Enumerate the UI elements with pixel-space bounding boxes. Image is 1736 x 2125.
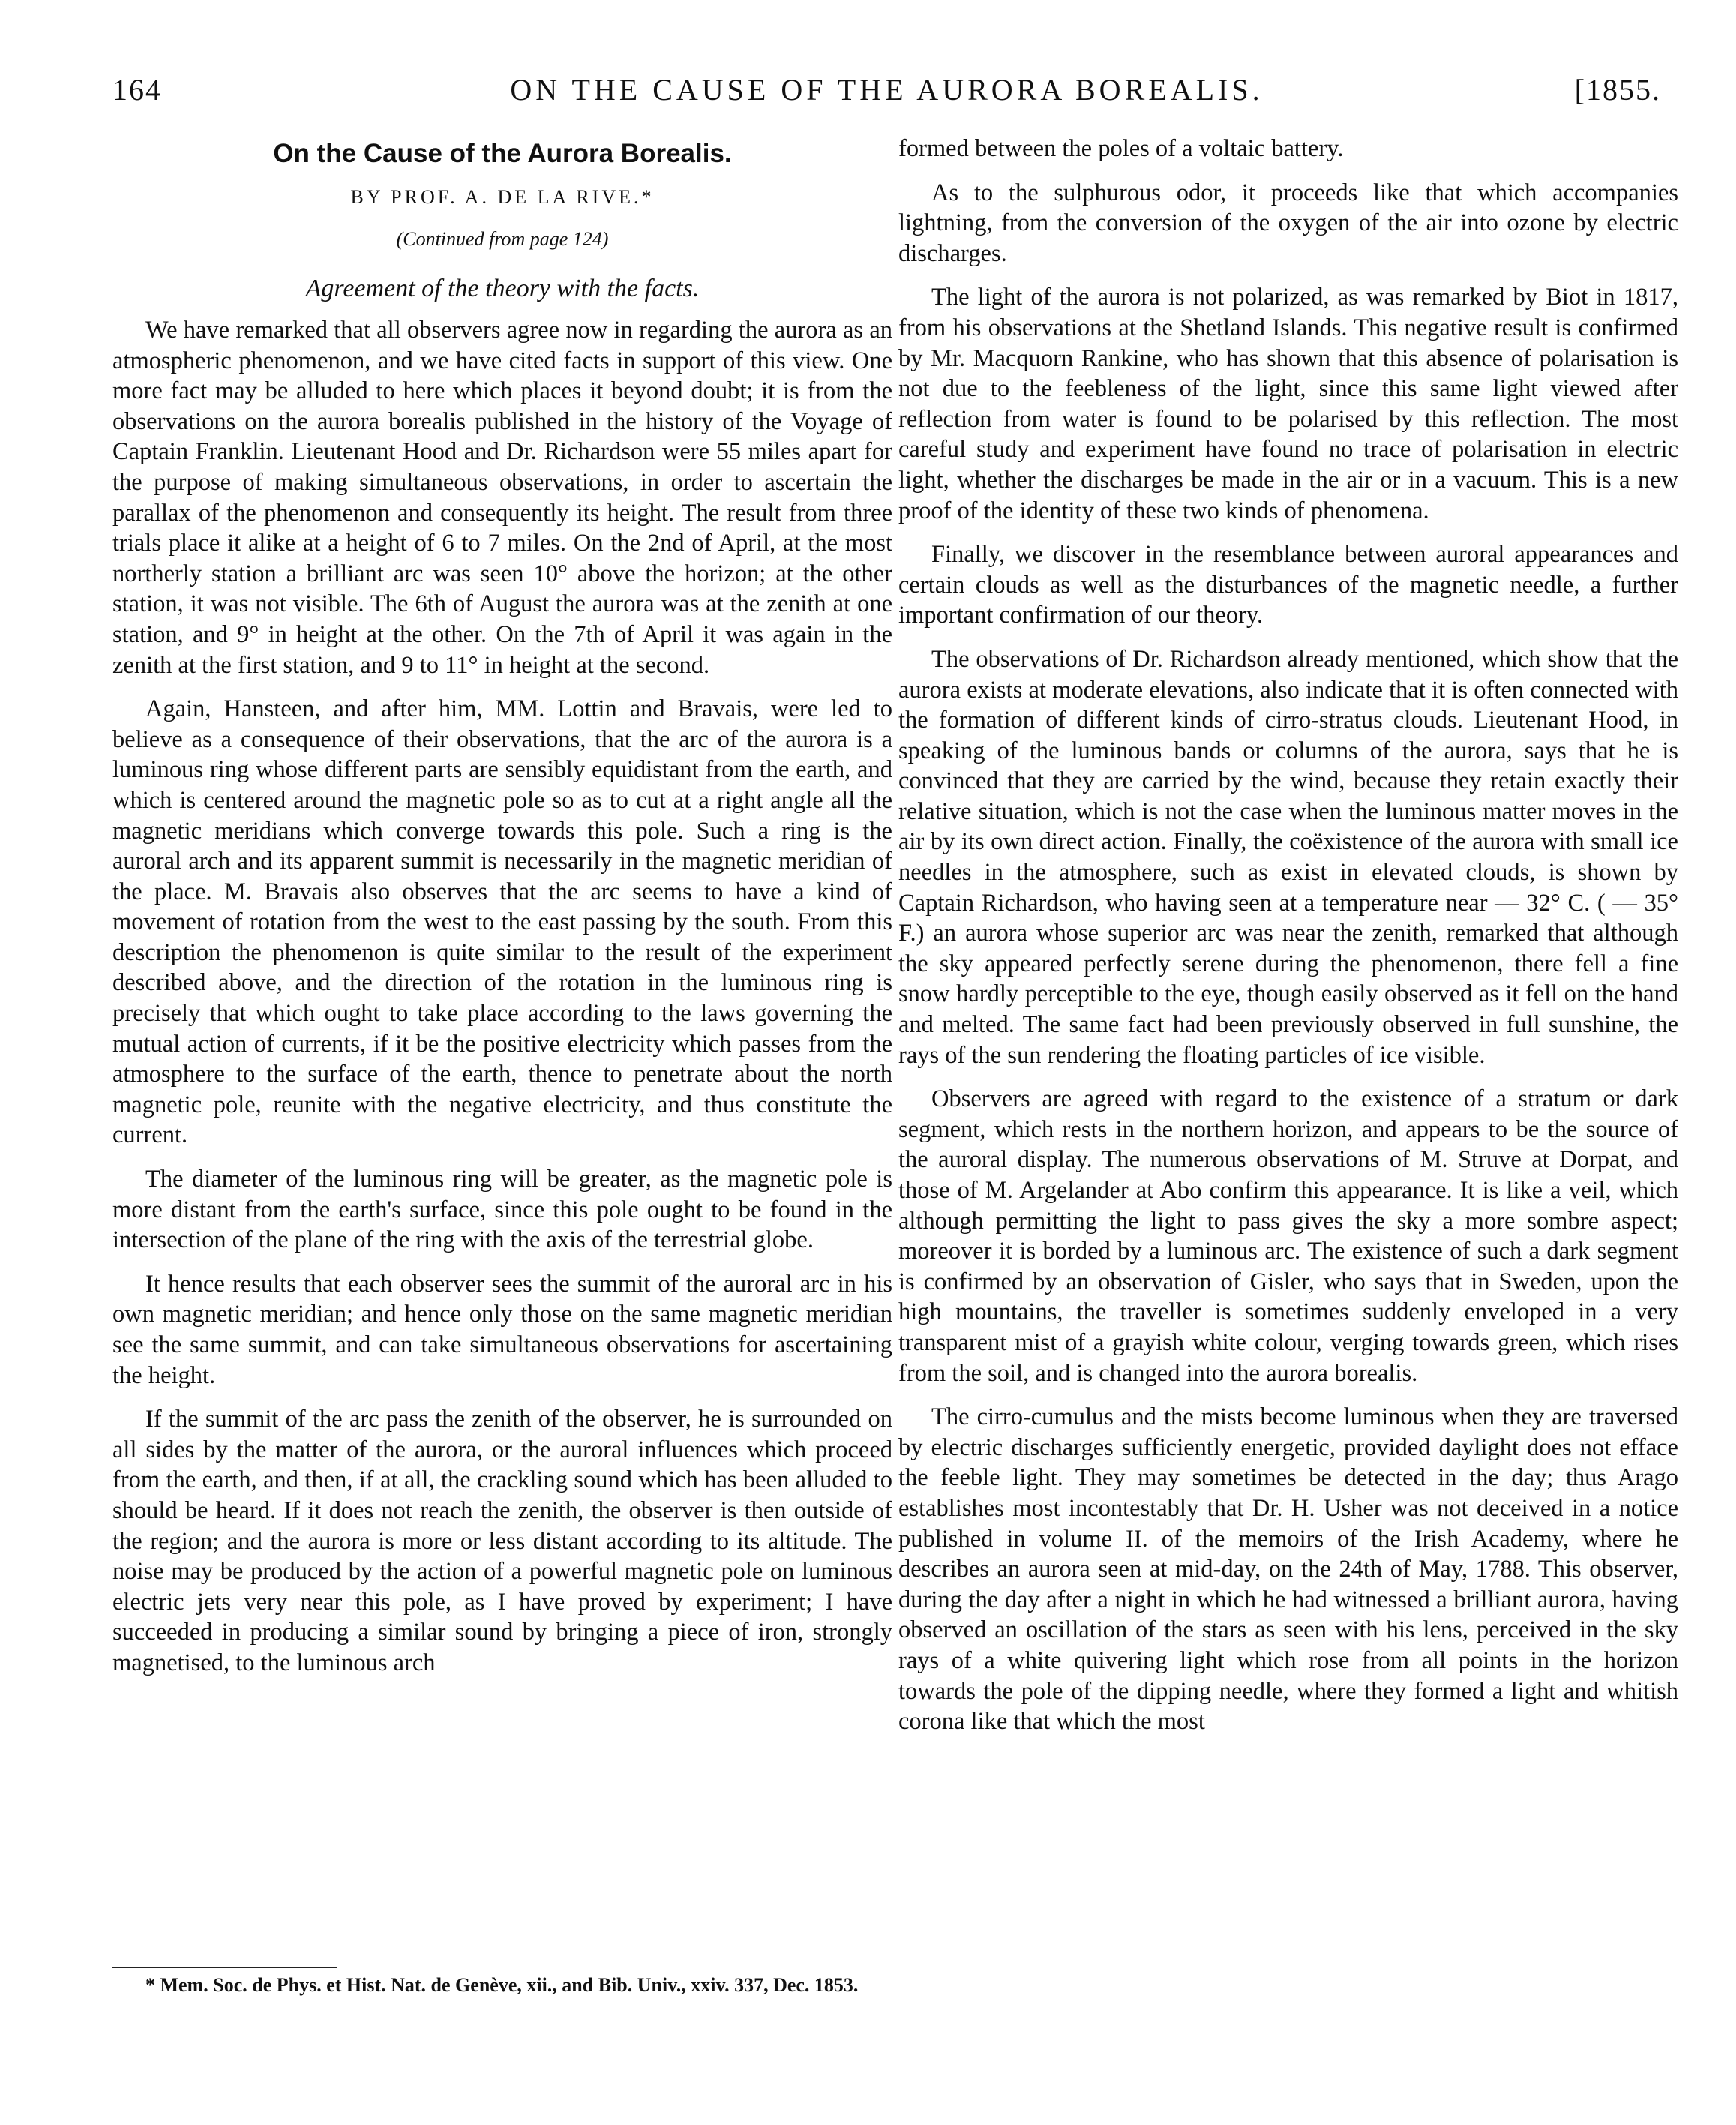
left-column xyxy=(112,134,892,1692)
paragraph: Observers are agreed with regard to the existence of a stratum or dark segment, which rests in the northern horizon, and appears to be the source of the auroral display. The numerous observations of M. Struve at Dorpat, and those of M. Argelander at Abo confirm this appearance. It is like a veil, which although permitting the light to pass gives the sky a more sombre aspect; moreover it is borded by a luminous arc. The existence of such a dark segment is confirmed by an observation of Gisler, who says that in Sweden, upon the high mountains, the traveller is sometimes suddenly enveloped in a very transparent mist of a grayish white colour, verging towards green, which rises from the soil, and is changed into the aurora borealis. xyxy=(898,1085,1678,1387)
footnote-rule xyxy=(112,1967,337,1968)
continued-note: (Continued from page 124) xyxy=(396,228,609,250)
paragraph: It hence results that each observer sees the summit of the auroral arc in his own magnetic meridian; and hence only those on the same magnetic meridian see the same summit, and can take simultaneous observations for ascertaining the height. xyxy=(112,1270,892,1389)
paragraph-continuation: formed between the poles of a voltaic battery. xyxy=(898,135,1344,162)
paragraph: Finally, we discover in the resemblance between auroral appearances and certain clouds as well as the disturbances of the magnetic needle, a further important confirmation of our theory. xyxy=(898,541,1678,629)
paragraph: If the summit of the arc pass the zenith of the observer, he is surrounded on all sides by the matter of the aurora, or the auroral influences which proceed from the earth, and then, if at all, the crackling sound which has been alluded to should be heard. If it does not reach the zenith, the observer is then outside of the region; and the aurora is more or less distant according to its altitude. The noise may be produced by the action of a powerful magnetic pole on luminous electric jets very near this pole, as I have proved by experiment; I have succeeded in producing a similar sound by bringing a piece of iron, strongly magnetised, to the luminous arch xyxy=(112,1406,892,1676)
section-heading: Agreement of the theory with the facts. xyxy=(305,275,700,302)
paragraph: The diameter of the luminous ring will be greater, as the magnetic pole is more distant from the earth's surface, since this pole ought to be found in the intersection of the plane of the ring with the axis of the terrestrial globe. xyxy=(112,1166,892,1254)
paragraph: As to the sulphurous odor, it proceeds like that which accompanies lightning, from the conversion of the oxygen of the air into ozone by electric discharges. xyxy=(898,179,1678,267)
paragraph: Again, Hansteen, and after him, MM. Lottin and Bravais, were led to believe as a consequence of their observations, that the arc of the aurora is a luminous ring whose different parts are sensibly equidistant from the earth, and which is centered around the magnetic pole so as to cut at a right angle all the magnetic meridians which converge towards this pole. Such a ring is the auroral arch and its apparent summit is necessarily in the magnetic meridian of the place. M. Bravais also observes that the arc seems to have a kind of movement of rotation from the west to the east passing by the south. From this description the phenomenon is quite similar to the result of the experiment described above, and the direction of the rotation in the luminous ring is precisely that which ought to take place according to the laws governing the mutual action of currents, if it be the positive electricity which passes from the atmosphere to the surface of the earth, thence to penetrate about the north magnetic pole, reunite with the negative electricity, and thus constitute the current. xyxy=(112,695,892,1149)
paragraph: The observations of Dr. Richardson already mentioned, which show that the aurora exists at moderate elevations, also indicate that it is often connected with the formation of different kinds of cirro-stratus clouds. Lieutenant Hood, in speaking of the luminous bands or columns of the aurora, says that he is convinced that they are carried by the wind, because they retain exactly their relative situation, which is not the case when the luminous matter moves in the air by its own direct action. Finally, the coëxistence of the aurora with small ice needles in the atmosphere, such as exist in elevated clouds, is shown by Captain Richardson, who having seen at a temperature near — 32° C. ( — 35° F.) an aurora whose superior arc was near the zenith, remarked that although the sky appeared perfectly serene during the phenomenon, there fell a fine snow hardly perceptible to the eye, though easily observed as it fell on the hand and melted. The same fact had been previously observed in full sunshine, the rays of the sun rendering the floating particles of ice visible. xyxy=(898,645,1678,1069)
paragraph: The cirro-cumulus and the mists become luminous when they are traversed by electric discharges sufficiently energetic, provided daylight does not efface the feeble light. They may sometimes be detected in the day; thus Arago establishes most incontestably that Dr. H. Usher was not deceived in a notice published in volume II. of the memoirs of the Irish Academy, where he describes an aurora seen at mid-day, on the 24th of May, 1788. This observer, during the day after a night in which he had witnessed a brilliant aurora, having observed an oscillation of the stars as seen with his lens, perceived in the sky rays of a white quivering light which rose from all points in the horizon towards the pole of the dipping needle, where they formed a light and whitish corona like that which the most xyxy=(898,1403,1678,1736)
running-title: ON THE CAUSE OF THE AURORA BOREALIS. xyxy=(510,73,1264,107)
article-title: On the Cause of the Aurora Borealis. xyxy=(273,139,732,168)
page-number: 164 xyxy=(112,73,162,107)
footnote: * Mem. Soc. de Phys. et Hist. Nat. de Genève, xii., and Bib. Univ., xxiv. 337, Dec. 1853. xyxy=(145,1974,859,1996)
right-column xyxy=(898,134,1678,1751)
article-byline: BY PROF. A. DE LA RIVE.* xyxy=(350,186,655,208)
running-year: [1855. xyxy=(1574,73,1661,107)
running-head xyxy=(112,72,1661,114)
paragraph: The light of the aurora is not polarized, as was remarked by Biot in 1817, from his observations at the Shetland Islands. This negative result is confirmed by Mr. Macquorn Rankine, who has shown that this absence of polarisation is not due to the feebleness of the light, since this same light viewed after reflection from water is found to be polarised by this reflection. The most careful study and experiment have found no trace of polarisation in electric light, whether the discharges be made in the air or in a vacuum. This is a new proof of the identity of these two kinds of phenomena. xyxy=(898,284,1678,524)
paragraph: We have remarked that all observers agree now in regarding the aurora as an atmospheric phenomenon, and we have cited facts in support of this view. One more fact may be alluded to here which places it beyond doubt; it is from the observations on the aurora borealis published in the history of the Voyage of Captain Franklin. Lieutenant Hood and Dr. Richardson were 55 miles apart for the purpose of making simultaneous observations, in order to ascertain the parallax of the phenomenon and consequently its height. The result from three trials place it alike at a height of 6 to 7 miles. On the 2nd of April, at the most northerly station a brilliant arc was seen 10° above the horizon; at the other station, it was not visible. The 6th of August the aurora was at the zenith at one station, and 9° in height at the other. On the 7th of April it was again in the zenith at the first station, and 9 to 11° in height at the second. xyxy=(112,317,892,679)
